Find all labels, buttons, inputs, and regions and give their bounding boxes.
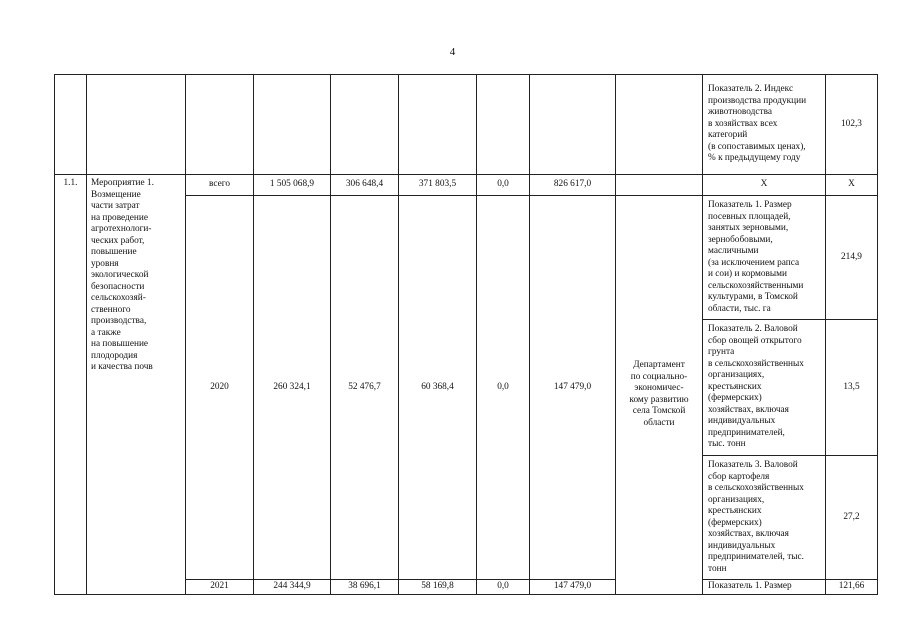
local-cell	[477, 75, 530, 175]
executor-cell	[616, 196, 703, 595]
executor-cell	[616, 75, 703, 175]
indicator-cell: Показатель 1. Размер	[703, 580, 826, 595]
extra-budget-cell	[530, 75, 616, 175]
indicator-cell: Х	[703, 175, 826, 196]
total-cell: 1 505 068,9	[254, 175, 331, 196]
measure-name: Мероприятие 1. Возмещение части затрат на проведение агротехнологи- ческих работ, повышение уровня экологической безопасности сельскохозяй- ственного производства, а также на повышение плодородия и качества почв	[91, 178, 154, 372]
total-cell: 260 324,1	[254, 196, 331, 580]
year-cell: всего	[186, 175, 254, 196]
measure-name-cell	[87, 175, 186, 595]
total-cell: 244 344,9	[254, 580, 331, 595]
year-cell: 2021	[186, 580, 254, 595]
indicator-cell	[703, 320, 826, 456]
indicator-cell	[703, 456, 826, 580]
regional-cell: 60 368,4	[399, 196, 477, 580]
indicator-text: Показатель 2. Валовой сбор овощей открытого грунта в сельскохозяйственных организациях, крестьянских (фермерских) хозяйствах, включая индивидуальных предпринимателей, тыс. тонн	[708, 324, 804, 450]
indicator-value-cell: 214,9	[826, 196, 878, 320]
page-number: 4	[449, 46, 456, 58]
federal-cell: 306 648,4	[331, 175, 399, 196]
indicator-text: Показатель 2. Индекс производства продукции животноводства в хозяйствах всех категорий (в сопоставимых ценах), % к предыдущему году	[708, 84, 807, 164]
executor-text: Департамент по социально- экономичес- кому развитию села Томской области	[629, 360, 689, 428]
regional-cell: 58 169,8	[399, 580, 477, 595]
program-table	[54, 74, 878, 595]
regional-cell: 371 803,5	[399, 175, 477, 196]
extra-budget-cell: 147 479,0	[530, 580, 616, 595]
year-cell: 2020	[186, 196, 254, 580]
indicator-value-cell: 121,66	[826, 580, 878, 595]
indicator-text: Показатель 1. Размер посевных площадей, занятых зерновыми, зернобобовыми, масличными (за исключением рапса и сои) и кормовыми сельскохозяйственными культурами, в Томской области, тыс. га	[708, 200, 804, 314]
federal-cell: 38 696,1	[331, 580, 399, 595]
indicator-text: Показатель 3. Валовой сбор картофеля в сельскохозяйственных организациях, крестьянских (фермерских) хозяйствах, включая индивидуальных предпринимателей, тыс. тонн	[708, 460, 804, 574]
extra-budget-cell: 826 617,0	[530, 175, 616, 196]
extra-budget-cell: 147 479,0	[530, 196, 616, 580]
local-cell: 0,0	[477, 580, 530, 595]
year-cell	[186, 75, 254, 175]
indicator-cell	[703, 75, 826, 175]
regional-cell	[399, 75, 477, 175]
table-row	[55, 175, 878, 196]
local-cell: 0,0	[477, 196, 530, 580]
executor-cell	[616, 175, 703, 196]
indicator-value-cell: Х	[826, 175, 878, 196]
indicator-cell	[703, 196, 826, 320]
number-cell	[55, 75, 87, 175]
indicator-value-cell: 13,5	[826, 320, 878, 456]
table-row	[55, 75, 878, 175]
indicator-value-cell: 27,2	[826, 456, 878, 580]
federal-cell	[331, 75, 399, 175]
measure-number: 1.1.	[55, 175, 87, 595]
name-cell	[87, 75, 186, 175]
local-cell: 0,0	[477, 175, 530, 196]
indicator-value-cell: 102,3	[826, 75, 878, 175]
federal-cell: 52 476,7	[331, 196, 399, 580]
total-cell	[254, 75, 331, 175]
